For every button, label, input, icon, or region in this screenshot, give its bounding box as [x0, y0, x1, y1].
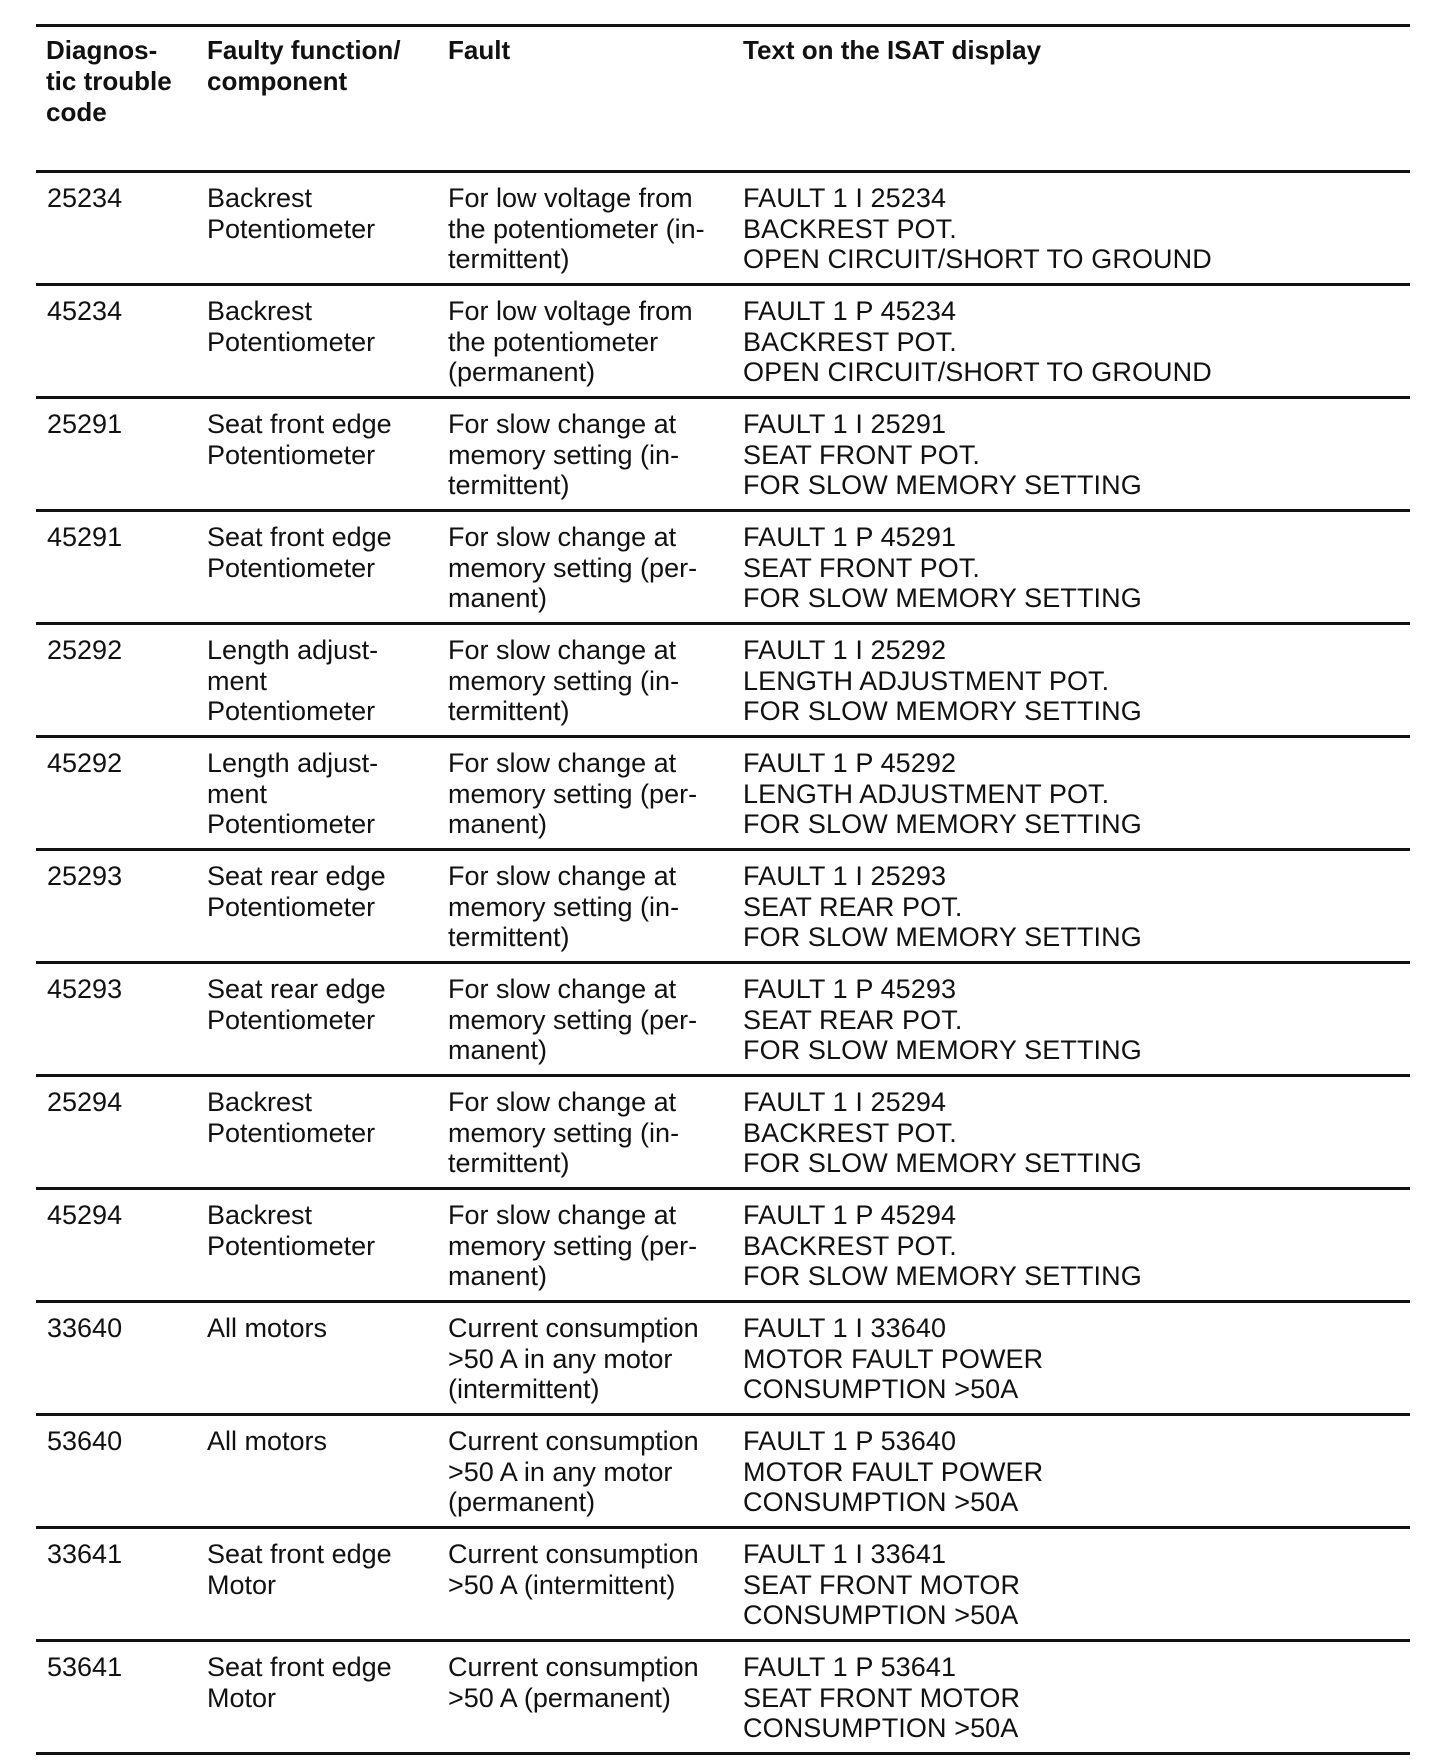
cell-fault: For slow change at memory setting (per- manent): [448, 974, 698, 1065]
table-row: [36, 738, 1410, 851]
cell-isat-text: FAULT 1 I 25291 SEAT FRONT POT. FOR SLOW MEMORY SETTING: [743, 409, 1142, 500]
table-row: [36, 851, 1410, 964]
cell-isat-text: FAULT 1 I 33640 MOTOR FAULT POWER CONSUMPTION >50A: [743, 1313, 1044, 1404]
cell-isat-text: FAULT 1 I 25234 BACKREST POT. OPEN CIRCUIT/SHORT TO GROUND: [743, 183, 1212, 274]
table-row: [36, 1529, 1410, 1642]
cell-fault: For slow change at memory setting (per- manent): [448, 748, 698, 839]
cell-fault: For low voltage from the potentiometer (in- termittent): [448, 183, 705, 274]
cell-trouble-code: 25234: [47, 183, 123, 213]
cell-component: Seat front edge Potentiometer: [207, 522, 392, 583]
cell-component: All motors: [207, 1426, 328, 1456]
table-row: [36, 1416, 1410, 1529]
cell-fault: Current consumption >50 A (intermittent): [448, 1539, 699, 1600]
cell-component: Backrest Potentiometer: [207, 1087, 376, 1148]
cell-isat-text: FAULT 1 P 45293 SEAT REAR POT. FOR SLOW MEMORY SETTING: [743, 974, 1142, 1065]
cell-component: Seat rear edge Potentiometer: [207, 861, 386, 922]
cell-fault: Current consumption >50 A (permanent): [448, 1652, 699, 1713]
cell-component: Seat rear edge Potentiometer: [207, 974, 386, 1035]
fault-code-table: [36, 24, 1410, 1755]
table-row: [36, 399, 1410, 512]
cell-fault: For slow change at memory setting (in- termittent): [448, 861, 680, 952]
cell-trouble-code: 45291: [47, 522, 123, 552]
table-row: [36, 964, 1410, 1077]
cell-component: Length adjust- ment Potentiometer: [207, 635, 379, 726]
cell-component: Seat front edge Motor: [207, 1539, 392, 1600]
cell-component: Seat front edge Motor: [207, 1652, 392, 1713]
cell-isat-text: FAULT 1 I 33641 SEAT FRONT MOTOR CONSUMPTION >50A: [743, 1539, 1021, 1630]
header-diagnostic-trouble-code: Diagnos- tic trouble code: [46, 35, 172, 127]
cell-trouble-code: 45292: [47, 748, 123, 778]
cell-isat-text: FAULT 1 P 45292 LENGTH ADJUSTMENT POT. FOR SLOW MEMORY SETTING: [743, 748, 1142, 839]
table-row: [36, 625, 1410, 738]
cell-trouble-code: 33641: [47, 1539, 123, 1569]
cell-trouble-code: 25293: [47, 861, 123, 891]
cell-trouble-code: 33640: [47, 1313, 123, 1343]
table-row: [36, 1190, 1410, 1303]
cell-component: Backrest Potentiometer: [207, 183, 376, 244]
cell-isat-text: FAULT 1 P 53641 SEAT FRONT MOTOR CONSUMPTION >50A: [743, 1652, 1021, 1743]
cell-fault: Current consumption >50 A in any motor (permanent): [448, 1426, 699, 1517]
cell-isat-text: FAULT 1 P 45294 BACKREST POT. FOR SLOW MEMORY SETTING: [743, 1200, 1142, 1291]
header-faulty-function-component: Faulty function/ component: [207, 35, 401, 96]
cell-isat-text: FAULT 1 I 25293 SEAT REAR POT. FOR SLOW MEMORY SETTING: [743, 861, 1142, 952]
cell-component: Backrest Potentiometer: [207, 1200, 376, 1261]
cell-trouble-code: 45293: [47, 974, 123, 1004]
table-row: [36, 1303, 1410, 1416]
table-row: [36, 1642, 1410, 1755]
cell-isat-text: FAULT 1 I 25292 LENGTH ADJUSTMENT POT. FOR SLOW MEMORY SETTING: [743, 635, 1142, 726]
cell-component: Backrest Potentiometer: [207, 296, 376, 357]
cell-trouble-code: 25291: [47, 409, 123, 439]
cell-trouble-code: 45234: [47, 296, 123, 326]
table-row: [36, 1077, 1410, 1190]
cell-trouble-code: 53641: [47, 1652, 123, 1682]
table-row: [36, 173, 1410, 286]
table-row: [36, 512, 1410, 625]
cell-fault: For low voltage from the potentiometer (permanent): [448, 296, 693, 387]
cell-isat-text: FAULT 1 P 45234 BACKREST POT. OPEN CIRCUIT/SHORT TO GROUND: [743, 296, 1212, 387]
table-row: [36, 286, 1410, 399]
cell-component: All motors: [207, 1313, 328, 1343]
cell-isat-text: FAULT 1 I 25294 BACKREST POT. FOR SLOW MEMORY SETTING: [743, 1087, 1142, 1178]
cell-trouble-code: 25294: [47, 1087, 123, 1117]
cell-trouble-code: 45294: [47, 1200, 123, 1230]
cell-fault: For slow change at memory setting (in- termittent): [448, 1087, 680, 1178]
cell-fault: For slow change at memory setting (in- termittent): [448, 409, 680, 500]
cell-trouble-code: 53640: [47, 1426, 123, 1456]
cell-fault: For slow change at memory setting (in- termittent): [448, 635, 680, 726]
cell-isat-text: FAULT 1 P 53640 MOTOR FAULT POWER CONSUMPTION >50A: [743, 1426, 1044, 1517]
cell-fault: For slow change at memory setting (per- manent): [448, 522, 698, 613]
cell-component: Seat front edge Potentiometer: [207, 409, 392, 470]
header-isat-display-text: Text on the ISAT display: [743, 35, 1042, 65]
cell-component: Length adjust- ment Potentiometer: [207, 748, 379, 839]
table-header-row: [36, 27, 1410, 173]
cell-fault: Current consumption >50 A in any motor (intermittent): [448, 1313, 699, 1404]
cell-fault: For slow change at memory setting (per- manent): [448, 1200, 698, 1291]
cell-isat-text: FAULT 1 P 45291 SEAT FRONT POT. FOR SLOW MEMORY SETTING: [743, 522, 1142, 613]
cell-trouble-code: 25292: [47, 635, 123, 665]
header-fault: Fault: [448, 35, 511, 65]
